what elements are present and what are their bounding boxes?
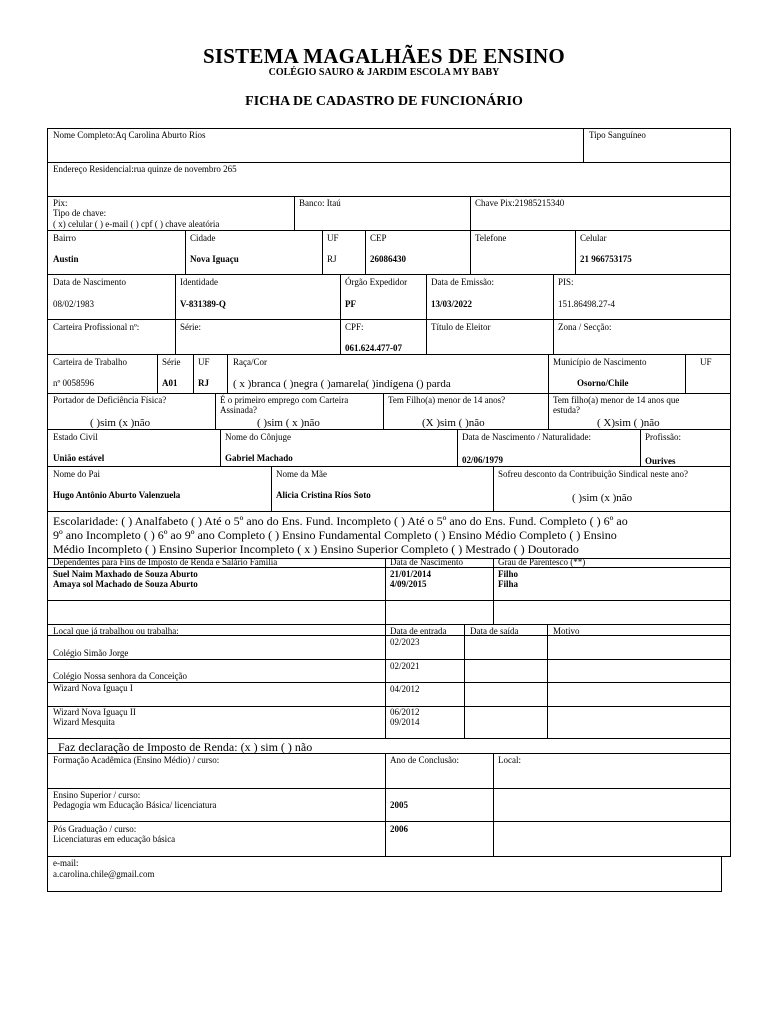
pai-label: Nome do Pai <box>53 469 100 479</box>
banco-field[interactable]: Banco: Itaú <box>299 198 341 208</box>
pix-label: Pix: <box>53 198 68 208</box>
conjuge-nascimento-value[interactable]: 02/06/1979 <box>462 455 504 465</box>
nome-completo-field[interactable]: Nome Completo:Aq Carolina Aburto Rios <box>53 130 206 140</box>
formacao-medio-label: Formação Acadêmica (Ensino Médio) / curso: <box>53 755 220 765</box>
trabalho-local[interactable]: Wizard Nova Iguaçu I <box>53 683 133 693</box>
municipio-value[interactable]: Osorno/Chile <box>577 378 629 388</box>
email-value[interactable]: a.carolina.chile@gmail.com <box>53 869 155 879</box>
school-subtitle: COLÉGIO SAURO & JARDIM ESCOLA MY BABY <box>268 67 500 78</box>
trabalho-entrada[interactable]: 04/2012 <box>390 684 420 694</box>
orgao-label: Órgão Expedidor <box>345 277 408 287</box>
pos-graduacao-ano[interactable]: 2006 <box>390 824 408 834</box>
mae-label: Nome da Mãe <box>276 469 327 479</box>
imposto-renda-options[interactable]: Faz declaração de Imposto de Renda: (x ) sim ( ) não <box>58 740 313 754</box>
escolaridade-line-1[interactable]: Escolaridade: ( ) Analfabeto ( ) Até o 5º ano do Ens. Fund. Incompleto ( ) Até o 5º ano do Ens. Fund. Completo ( ) 6º ao <box>53 514 628 528</box>
trabalho-entrada[interactable]: 02/2021 <box>390 661 420 671</box>
telefone-label: Telefone <box>475 233 507 243</box>
dependente-grau[interactable]: Filho <box>498 569 519 579</box>
ct-serie-label: Série <box>162 357 181 367</box>
tipo-chave-label: Tipo de chave: <box>53 208 107 218</box>
email-label: e-mail: <box>53 858 79 868</box>
municipio-label: Município de Nascimento <box>553 357 647 367</box>
carteira-trabalho-value[interactable]: nº 0058596 <box>53 378 95 388</box>
endereco-field[interactable]: Endereço Residencial:rua quinze de novembro 265 <box>53 164 237 174</box>
trabalho-local[interactable]: Colégio Simão Jorge <box>53 648 129 658</box>
trabalho-entrada[interactable]: 06/2012 <box>390 707 420 717</box>
filho-label: Tem Filho(a) menor de 14 anos? <box>388 395 506 405</box>
filho-estuda-label-1: Tem filho(a) menor de 14 anos que <box>553 395 680 405</box>
identidade-label: Identidade <box>180 277 218 287</box>
cpf-value[interactable]: 061.624.477-07 <box>345 343 402 353</box>
zona-secao-label: Zona / Secção: <box>558 322 612 332</box>
filho-estuda-label-2: estuda? <box>553 405 580 415</box>
data-saida-header: Data de saída <box>470 626 519 636</box>
form-title: FICHA DE CADASTRO DE FUNCIONÁRIO <box>245 94 523 109</box>
dependente-nascimento[interactable]: 4/09/2015 <box>390 579 427 589</box>
local-label: Local: <box>498 755 521 765</box>
deficiencia-label: Portador de Deficiência Física? <box>53 395 167 405</box>
tipo-sanguineo-label: Tipo Sanguíneo <box>589 130 646 140</box>
chave-pix-field[interactable]: Chave Pix:21985215340 <box>475 198 565 208</box>
escolaridade-line-2[interactable]: 9º ano Incompleto ( ) 6º ao 9º ano Completo ( ) Ensino Fundamental Completo ( ) Ensino Médio Completo ( ) Ensino <box>53 528 617 542</box>
ano-conclusao-label: Ano de Conclusão: <box>390 755 459 765</box>
ct-uf-value[interactable]: RJ <box>198 378 209 388</box>
uf-label: UF <box>327 233 339 243</box>
tipo-chave-options[interactable]: ( x) celular ( ) e-mail ( ) cpf ( ) chave aleatória <box>53 219 220 229</box>
data-entrada-header: Data de entrada <box>390 626 447 636</box>
cep-label: CEP <box>370 233 387 243</box>
filho-estuda-options[interactable]: ( X)sim ( )não <box>597 417 660 429</box>
celular-label: Celular <box>580 233 607 243</box>
trabalho-local[interactable]: Wizard Nova Iguaçu II <box>53 707 136 717</box>
trabalho-local[interactable]: Colégio Nossa senhora da Conceição <box>53 671 187 681</box>
uf-value[interactable]: RJ <box>327 254 337 264</box>
nascimento-label: Data de Nascimento <box>53 277 126 287</box>
school-name: SISTEMA MAGALHÃES DE ENSINO <box>203 44 565 68</box>
titulo-eleitor-label: Título de Eleitor <box>431 322 491 332</box>
trabalho-local[interactable]: Wizard Mesquita <box>53 717 115 727</box>
ctps-label: Carteira Profissional nº: <box>53 322 140 332</box>
ct-uf-label: UF <box>198 357 210 367</box>
dependente-nome[interactable]: Amaya sol Machado de Souza Aburto <box>53 579 198 589</box>
conjuge-value[interactable]: Gabriel Machado <box>225 453 293 463</box>
ensino-superior-label: Ensino Superior / curso: <box>53 790 141 800</box>
profissao-label: Profissão: <box>645 432 681 442</box>
dependente-nome[interactable]: Suel Naim Maxhado de Souza Aburto <box>53 569 198 579</box>
primeiro-emprego-label-1: É o primeiro emprego com Carteira <box>220 395 349 405</box>
mae-value[interactable]: Alicia Cristina Ríos Soto <box>276 490 371 500</box>
bairro-value[interactable]: Austin <box>53 254 79 264</box>
pis-label: PIS: <box>558 277 574 287</box>
pis-value[interactable]: 151.86498.27-4 <box>558 299 615 309</box>
primeiro-emprego-label-2: Assinada? <box>220 405 257 415</box>
serie-label: Série: <box>180 322 201 332</box>
conjuge-nascimento-label: Data de Nascimento / Naturalidade: <box>462 432 591 442</box>
raca-options[interactable]: ( x )branca ( )negra ( )amarela( )indígena () parda <box>233 378 451 390</box>
ct-serie-value[interactable]: A01 <box>162 378 178 388</box>
dependente-grau[interactable]: Filha <box>498 579 519 589</box>
dependente-nascimento[interactable]: 21/01/2014 <box>390 569 432 579</box>
pos-graduacao-label: Pós Graduação / curso: <box>53 824 137 834</box>
dependentes-grau-header: Grau de Parentesco (**) <box>498 557 586 567</box>
trabalho-entrada[interactable]: 09/2014 <box>390 717 420 727</box>
dependentes-header: Dependentes para Fins de Imposto de Renda e Salário Família <box>53 557 278 567</box>
deficiencia-options[interactable]: ( )sim (x )não <box>90 417 151 429</box>
emissao-label: Data de Emissão: <box>431 277 494 287</box>
escolaridade-line-3[interactable]: Médio Incompleto ( ) Ensino Superior Incompleto ( x ) Ensino Superior Completo ( ) Mestrado ( ) Doutorado <box>53 542 579 556</box>
identidade-value[interactable]: V-831389-Q <box>180 299 226 309</box>
motivo-header: Motivo <box>553 626 580 636</box>
pai-value[interactable]: Hugo Antônio Aburto Valenzuela <box>53 490 181 500</box>
municipio-uf-label: UF <box>700 357 712 367</box>
carteira-trabalho-label: Carteira de Trabalho <box>53 357 127 367</box>
orgao-value[interactable]: PF <box>345 299 356 309</box>
emissao-value[interactable]: 13/03/2022 <box>431 299 473 309</box>
primeiro-emprego-options[interactable]: ( )sim ( x )não <box>257 417 320 429</box>
cidade-value[interactable]: Nova Iguaçu <box>190 254 239 264</box>
conjuge-label: Nome do Cônjuge <box>225 432 291 442</box>
trabalho-entrada[interactable]: 02/2023 <box>390 637 420 647</box>
trabalhos-header: Local que já trabalhou ou trabalha: <box>53 626 179 636</box>
cpf-label: CPF: <box>345 322 364 332</box>
cidade-label: Cidade <box>190 233 216 243</box>
celular-value[interactable]: 21 966753175 <box>580 254 632 264</box>
pos-graduacao-value[interactable]: Licenciaturas em educação básica <box>53 834 176 844</box>
ensino-superior-ano[interactable]: 2005 <box>390 800 408 810</box>
profissao-value[interactable]: Ourives <box>645 456 676 466</box>
dependentes-nascimento-header: Data de Nascimento <box>390 557 463 567</box>
cep-value[interactable]: 26086430 <box>370 254 406 264</box>
ensino-superior-value[interactable]: Pedagogia wm Educação Básica/ licenciatura <box>53 800 217 810</box>
raca-label: Raça/Cor <box>233 357 267 367</box>
filho-options[interactable]: (X )sim ( )não <box>422 417 485 429</box>
sindical-label: Sofreu desconto da Contribuição Sindical neste ano? <box>498 469 688 479</box>
bairro-label: Bairro <box>53 233 76 243</box>
estado-civil-label: Estado Civil <box>53 432 98 442</box>
sindical-options[interactable]: ( )sim (x )não <box>572 492 633 504</box>
nascimento-value[interactable]: 08/02/1983 <box>53 299 95 309</box>
estado-civil-value[interactable]: União estável <box>53 453 105 463</box>
